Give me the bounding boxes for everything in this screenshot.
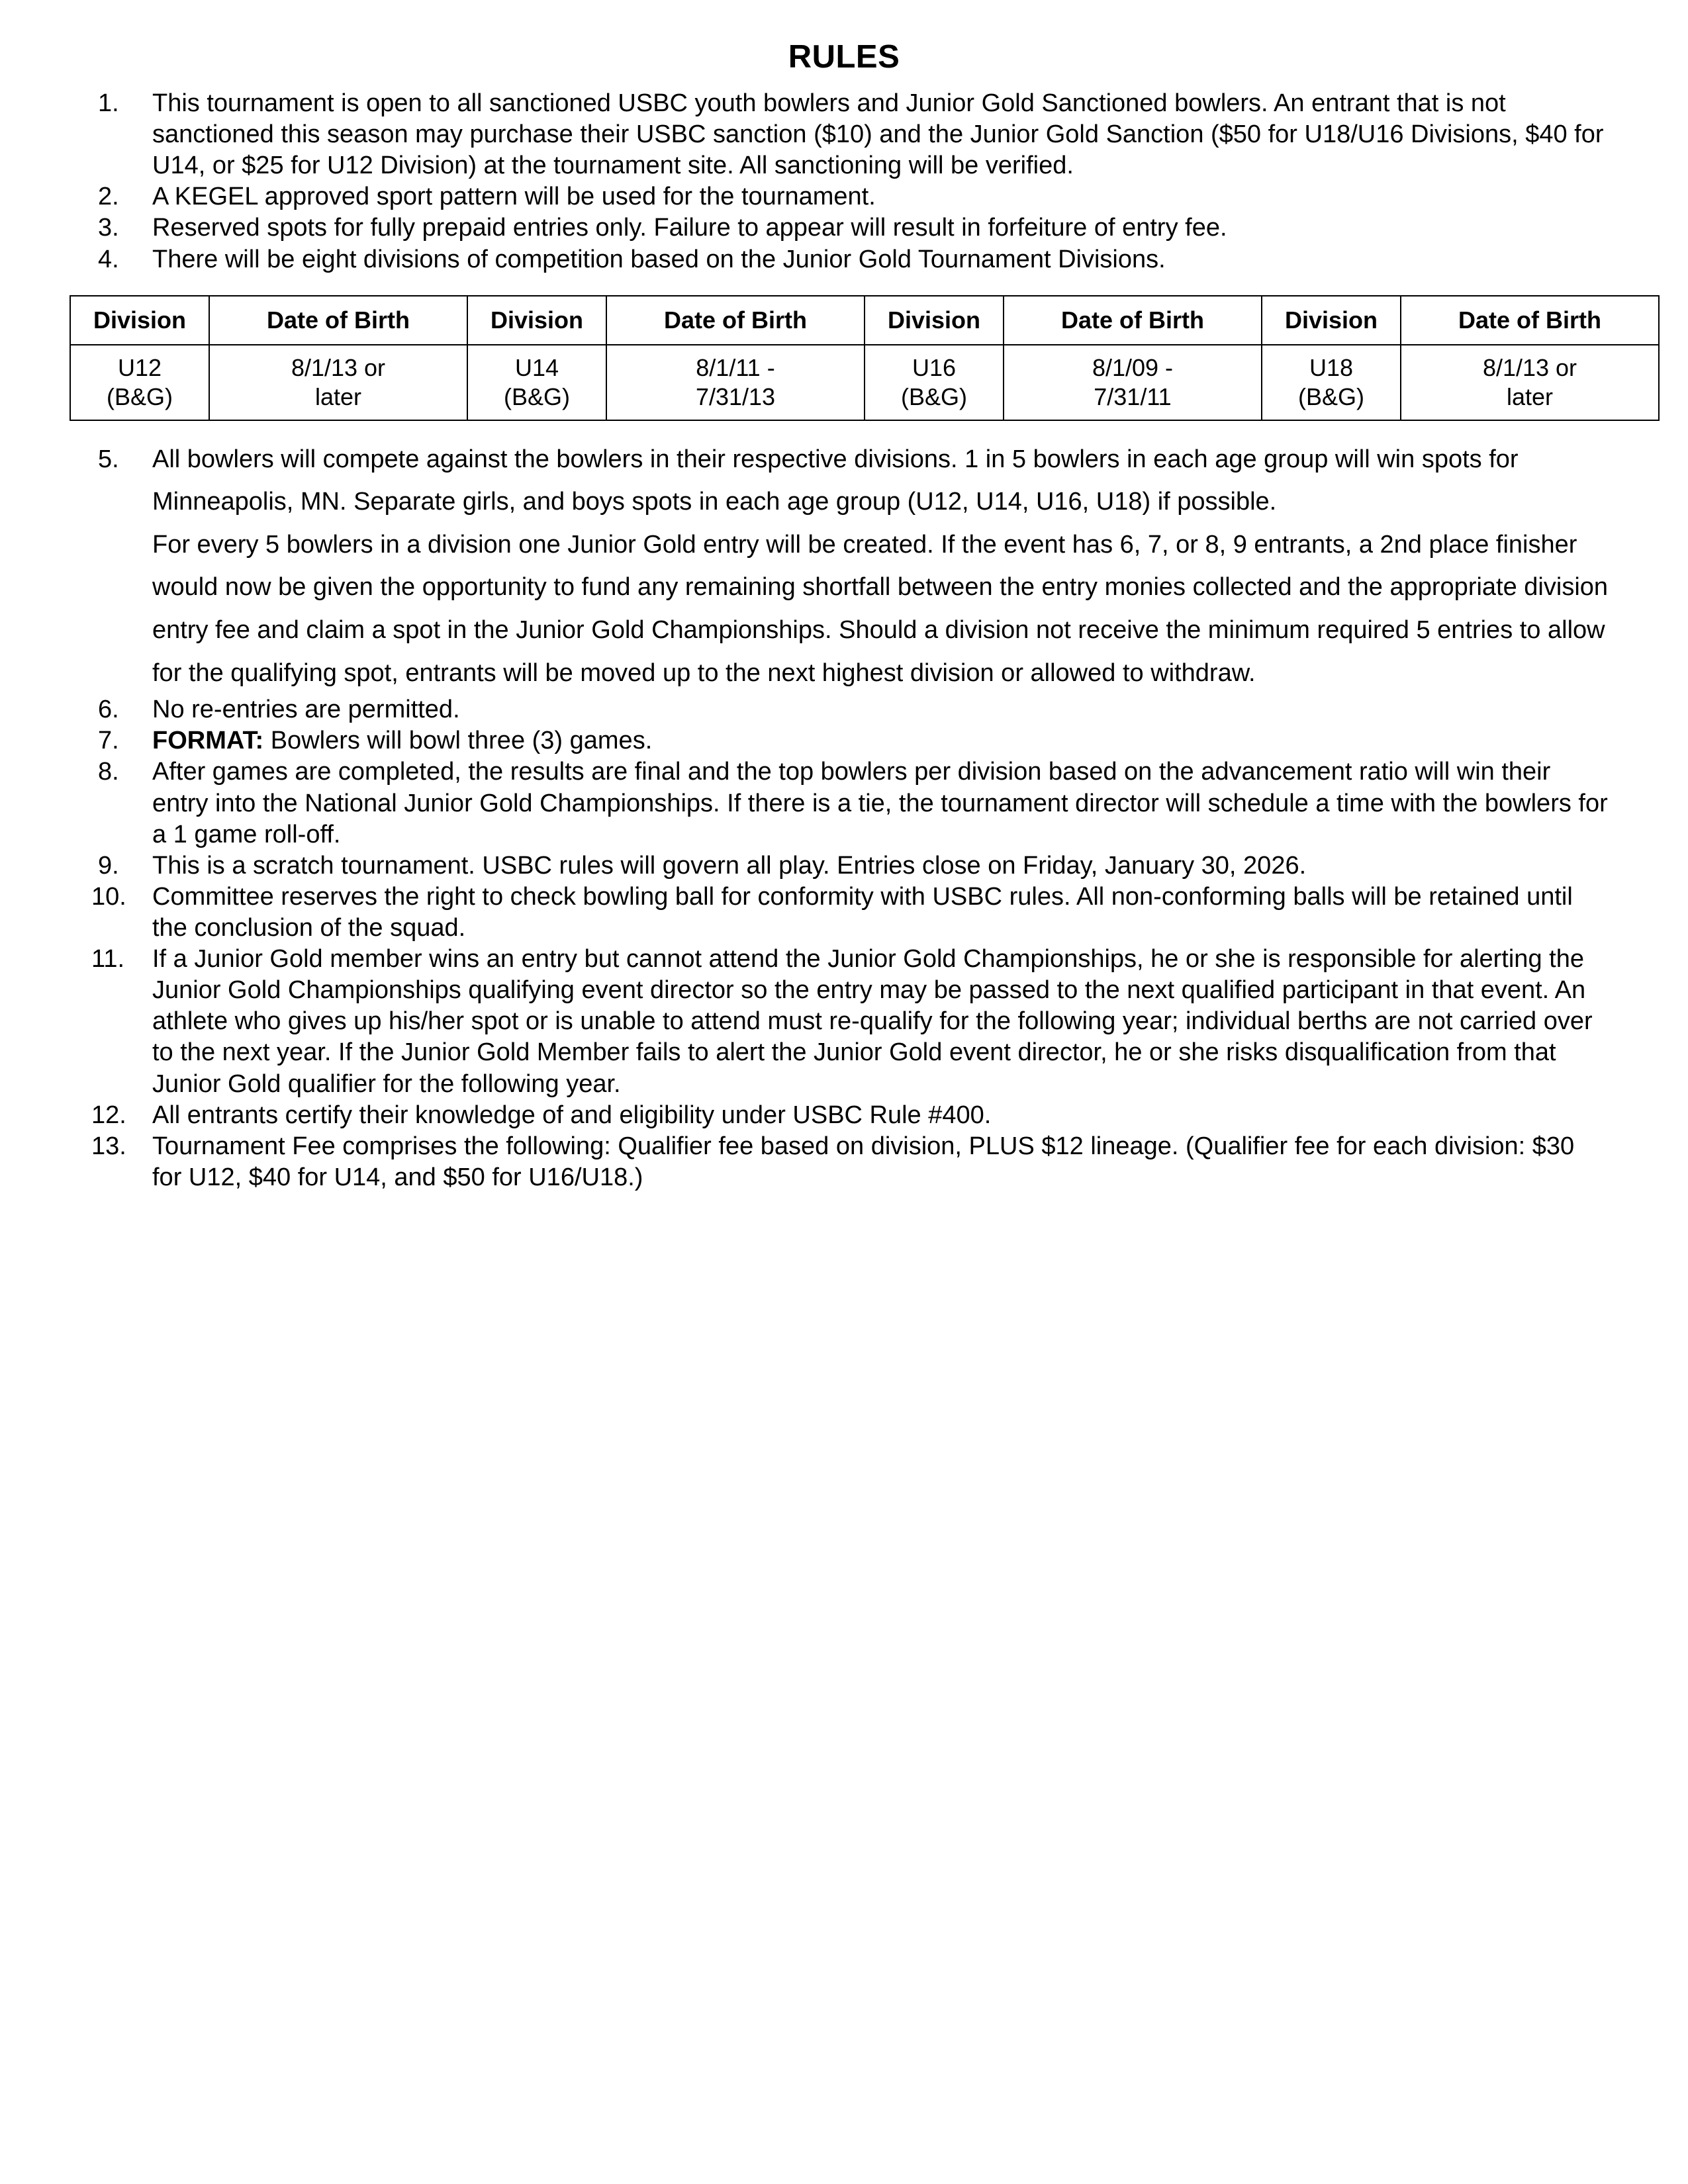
rule-item-2 — [0, 181, 1688, 212]
dob-cell-u18-line2: later — [1506, 383, 1554, 410]
dob-cell-u16-line2: 7/31/11 — [1094, 383, 1172, 410]
page-title: RULES — [788, 39, 900, 75]
rule-item-13 — [0, 1131, 1688, 1193]
dob-cell-u18 — [1401, 345, 1659, 420]
rule-text-5-para-2: For every 5 bowlers in a division one Junior Gold entry will be created. If the event has 6, 7, or 8, 9 entrants, a 2nd place finisher would now be given the opportunity to fund any remaining shortfall between the entry monies collected and the appropriate division entry fee and claim a spot in the Junior Gold Championships. Should a division not receive the minimum required 5 entries to allow for the qualifying spot, entrants will be moved up to the next highest division or allowed to withdraw. — [152, 530, 1609, 687]
division-cell-u18 — [1262, 345, 1401, 420]
division-header-3: Division — [865, 296, 1004, 345]
rule-number-10: 10. — [91, 882, 126, 911]
dob-cell-u14 — [606, 345, 865, 420]
rule-item-5 — [0, 438, 1688, 695]
rule-text-1: This tournament is open to all sanctioned USBC youth bowlers and Junior Gold Sanctioned bowlers. An entrant that is not sanctioned this season may purchase their USBC sanction ($10) and the Junior Gold Sanction ($50 for U18/U16 Divisions, $40 for U14, or $25 for U12 Division) at the tournament site. All sanctioning will be verified. — [152, 89, 1604, 180]
rule-text-9: This is a scratch tournament. USBC rules will govern all play. Entries close on Friday, January 30, 2026. — [152, 851, 1307, 880]
dob-cell-u14-line2: 7/31/13 — [695, 383, 776, 410]
dob-cell-u14-line1: 8/1/11 - — [696, 353, 775, 381]
dob-cell-u12-line2: later — [314, 383, 362, 410]
rules-list — [0, 88, 1688, 1193]
rule-number-7: 7. — [98, 727, 119, 755]
division-cell-u12-line2: (B&G) — [106, 383, 173, 410]
rule-item-3 — [0, 212, 1688, 244]
rule-7-format-label: FORMAT: — [152, 727, 264, 755]
rule-number-8: 8. — [98, 758, 119, 786]
rule-number-13: 13. — [91, 1132, 126, 1160]
rule-7-format-text: Bowlers will bowl three (3) games. — [263, 727, 653, 755]
rule-number-4: 4. — [98, 245, 119, 273]
rule-text-5 — [152, 438, 1609, 695]
rule-item-9 — [0, 850, 1688, 882]
rule-text-7 — [152, 725, 1609, 756]
rule-text-3: Reserved spots for fully prepaid entries only. Failure to appear will result in forfeiture of entry fee. — [152, 214, 1227, 242]
rule-number-5: 5. — [98, 445, 119, 473]
division-cell-u12-line1: U12 — [117, 353, 162, 381]
rule-item-8 — [0, 756, 1688, 850]
dob-header-1: Date of Birth — [209, 296, 467, 345]
rule-item-1 — [0, 88, 1688, 181]
division-table-header-row — [70, 296, 1659, 345]
rule-number-9: 9. — [98, 851, 119, 880]
rule-number-6: 6. — [98, 696, 119, 724]
rule-text-4: There will be eight divisions of competition based on the Junior Gold Tournament Divisions. — [152, 245, 1166, 273]
dob-cell-u16 — [1004, 345, 1262, 420]
division-cell-u16 — [865, 345, 1004, 420]
rule-text-12: All entrants certify their knowledge of and eligibility under USBC Rule #400. — [152, 1101, 992, 1129]
dob-cell-u12-line1: 8/1/13 or — [291, 353, 386, 381]
rule-text-11: If a Junior Gold member wins an entry but cannot attend the Junior Gold Championships, he or she is responsible for alerting the Junior Gold Championships qualifying event director so the entry may be passed to the next qualified participant in that event. An athlete who gives up his/her spot or is unable to attend must re-qualify for the following year; individual berths are not carried over to the next year. If the Junior Gold Member fails to alert the Junior Gold event director, he or she risks disqualification from that Junior Gold qualifier for the following year. — [152, 945, 1593, 1098]
rule-text-13: Tournament Fee comprises the following: Qualifier fee based on division, PLUS $12 lineage. (Qualifier fee for each division: $30 for U12, $40 for U14, and $50 for U16/U18.) — [152, 1132, 1575, 1191]
division-cell-u14 — [467, 345, 606, 420]
division-table-wrapper — [0, 295, 1688, 421]
rule-item-6 — [0, 694, 1688, 725]
division-cell-u16-line1: U16 — [912, 353, 957, 381]
rule-item-11 — [0, 944, 1688, 1100]
dob-header-3: Date of Birth — [1004, 296, 1262, 345]
division-cell-u18-line1: U18 — [1309, 353, 1354, 381]
division-table — [70, 295, 1660, 421]
division-cell-u18-line2: (B&G) — [1297, 383, 1364, 410]
rule-item-10 — [0, 882, 1688, 944]
division-header-1: Division — [70, 296, 209, 345]
division-cell-u12 — [70, 345, 209, 420]
division-cell-u14-line1: U14 — [514, 353, 559, 381]
rule-number-3: 3. — [98, 214, 119, 242]
rule-text-2: A KEGEL approved sport pattern will be used for the tournament. — [152, 183, 876, 211]
division-header-2: Division — [467, 296, 606, 345]
rule-item-12 — [0, 1100, 1688, 1131]
table-row — [70, 345, 1659, 420]
dob-header-2: Date of Birth — [606, 296, 865, 345]
dob-cell-u18-line1: 8/1/13 or — [1482, 353, 1577, 381]
rule-number-1: 1. — [98, 89, 119, 117]
division-cell-u16-line2: (B&G) — [900, 383, 967, 410]
rule-number-11: 11. — [91, 945, 125, 974]
division-cell-u14-line2: (B&G) — [503, 383, 570, 410]
rule-text-6: No re-entries are permitted. — [152, 696, 460, 724]
division-header-4: Division — [1262, 296, 1401, 345]
rule-item-7 — [0, 725, 1688, 756]
rule-text-8: After games are completed, the results are final and the top bowlers per division based on the advancement ratio will win their entry into the National Junior Gold Championships. If there is a tie, the tournament director will schedule a time with the bowlers for a 1 game roll-off. — [152, 758, 1608, 848]
rule-text-10: Committee reserves the right to check bowling ball for conformity with USBC rules. All non-conforming balls will be retained until the conclusion of the squad. — [152, 882, 1573, 942]
dob-header-4: Date of Birth — [1401, 296, 1659, 345]
rule-text-5-para-1: All bowlers will compete against the bowlers in their respective divisions. 1 in 5 bowlers in each age group will win spots for Minneapolis, MN. Separate girls, and boys spots in each age group (U12, U14, U16, U18) if possible. — [152, 445, 1519, 516]
rule-number-2: 2. — [98, 183, 119, 211]
rule-item-4 — [0, 244, 1688, 275]
dob-cell-u12 — [209, 345, 467, 420]
rule-number-12: 12. — [91, 1101, 126, 1129]
dob-cell-u16-line1: 8/1/09 - — [1092, 353, 1174, 381]
